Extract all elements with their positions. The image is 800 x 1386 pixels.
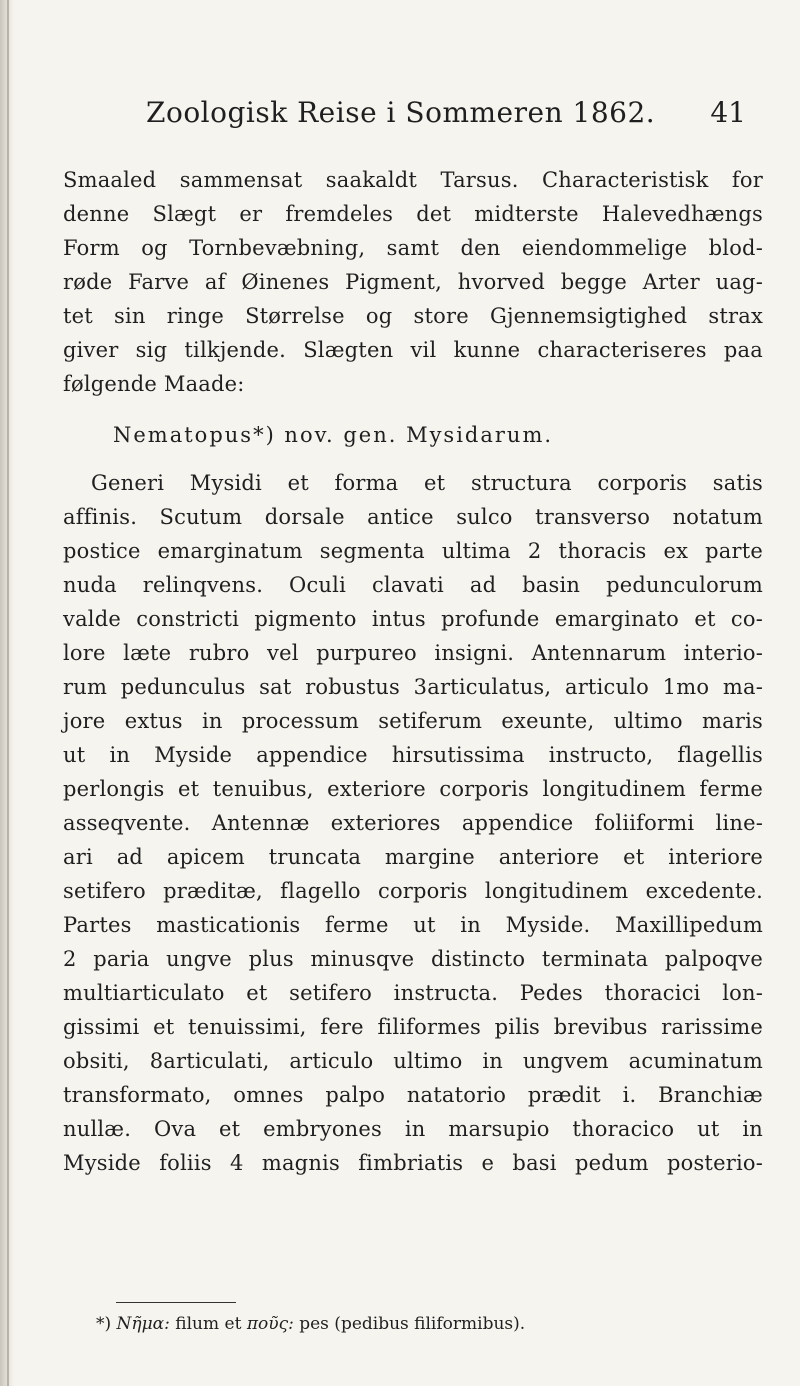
page-number: 41 [710,96,746,129]
footnote-text: filum et [175,1314,242,1334]
text-line: postice emarginatum segmenta ultima 2 thoracis ex parte [63,539,763,563]
latin-description [63,466,763,1180]
footnote-text: pes (pedibus filiformibus). [299,1314,526,1334]
text-line: nuda relinqvens. Oculi clavati ad basin pedunculorum [63,573,763,597]
text-line: 2 paria ungve plus minusqve distincto terminata palpoqve [63,947,763,971]
genus-heading: Nematopus*) nov. gen. Mysidarum. [113,423,554,447]
text-line: Generi Mysidi et forma et structura corporis satis [91,471,763,495]
text-line: tet sin ringe Størrelse og store Gjennemsigtighed strax [63,304,763,328]
text-line: Myside foliis 4 magnis fimbriatis e basi pedum posterio- [63,1151,763,1175]
text-line: setifero præditæ, flagello corporis longitudinem excedente. [63,879,763,903]
text-line: multiarticulato et setifero instructa. Pedes thoracici lon- [63,981,763,1005]
footnote-marker: *) [96,1314,112,1334]
text-line: transformato, omnes palpo natatorio prædit i. Branchiæ [63,1083,763,1107]
text-line: denne Slægt er fremdeles det midterste Halevedhængs [63,202,763,226]
text-line: Partes masticationis ferme ut in Myside. Maxillipedum [63,913,763,937]
footnote-greek-term: ποῦς: [246,1314,294,1334]
text-line: affinis. Scutum dorsale antice sulco transverso notatum [63,505,763,529]
text-line: giver sig tilkjende. Slægten vil kunne characteriseres paa [63,338,763,362]
text-line: obsiti, 8articulati, articulo ultimo in ungvem acuminatum [63,1049,763,1073]
text-line: gissimi et tenuissimi, fere filiformes pilis brevibus rarissime [63,1015,763,1039]
text-line: perlongis et tenuibus, exteriore corporis longitudinem ferme [63,777,763,801]
text-line: valde constricti pigmento intus profunde emarginato et co- [63,607,763,631]
text-line: Form og Tornbevæbning, samt den eiendommelige blod- [63,236,763,260]
text-line: jore extus in processum setiferum exeunte, ultimo maris [63,709,763,733]
text-line: røde Farve af Øinenes Pigment, hvorved begge Arter uag- [63,270,763,294]
running-title: Zoologisk Reise i Sommeren 1862. [146,96,656,129]
text-line: ut in Myside appendice hirsutissima instructo, flagellis [63,743,763,767]
text-line: nullæ. Ova et embryones in marsupio thoracico ut in [63,1117,763,1141]
text-line: ari ad apicem truncata margine anteriore et interiore [63,845,763,869]
text-line: rum pedunculus sat robustus 3articulatus, articulo 1mo ma- [63,675,763,699]
intro-paragraph [63,163,763,401]
footnote-greek-term: Νῆμα: [116,1314,170,1334]
footnote [96,1310,525,1338]
text-line: Smaaled sammensat saakaldt Tarsus. Characteristisk for [63,168,763,192]
footnote-rule [116,1302,236,1303]
text-line: lore læte rubro vel purpureo insigni. Antennarum interio- [63,641,763,665]
page-gutter-line [7,0,9,1386]
text-line: følgende Maade: [63,372,245,396]
page-header [146,96,746,146]
text-line: asseqvente. Antennæ exteriores appendice foliiformi line- [63,811,763,835]
